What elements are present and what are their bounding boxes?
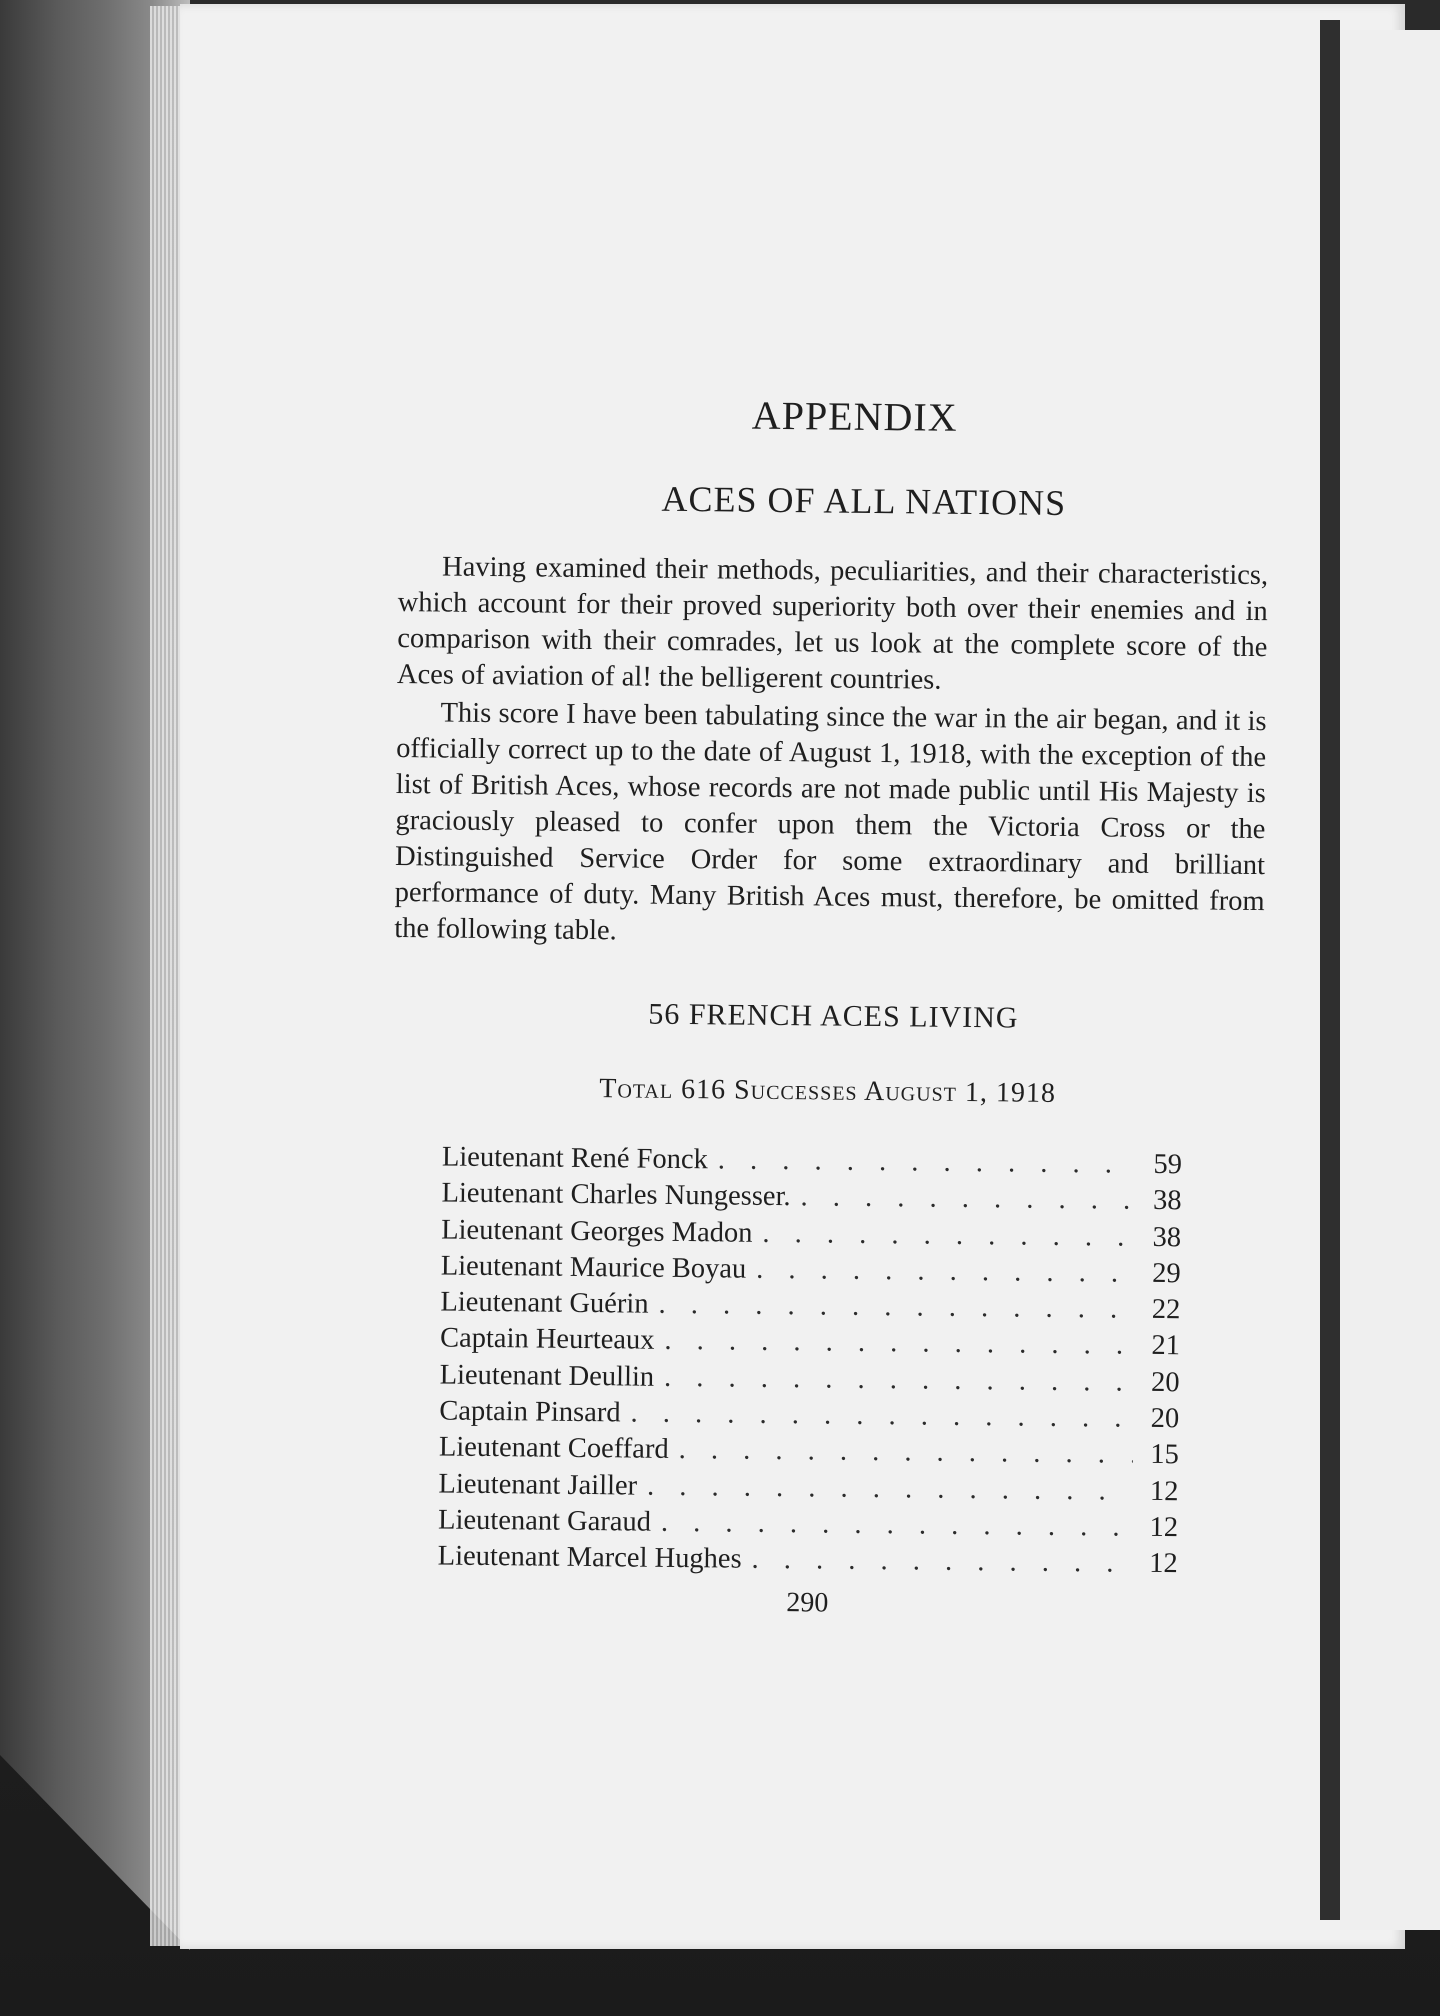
leader-dots xyxy=(678,1432,1133,1473)
ace-name: Lieutenant Georges Madon xyxy=(441,1214,753,1249)
ace-score: 22 xyxy=(1151,1294,1181,1326)
leader-dots xyxy=(751,1542,1131,1582)
leader-dots xyxy=(664,1323,1134,1364)
aces-table xyxy=(438,1139,1183,1582)
leader-dots xyxy=(664,1360,1134,1401)
leader-dots xyxy=(647,1468,1133,1509)
ace-name: Lieutenant Garaud xyxy=(437,1504,652,1538)
leader-dots xyxy=(630,1396,1133,1438)
leader-dots xyxy=(661,1505,1132,1546)
page-content xyxy=(387,388,1270,1624)
ace-score: 12 xyxy=(1149,1548,1178,1580)
book-spine xyxy=(1320,20,1340,1920)
ace-score: 12 xyxy=(1149,1475,1179,1507)
ace-name: Lieutenant Coeffard xyxy=(438,1431,669,1466)
ace-score: 59 xyxy=(1153,1148,1183,1181)
section-title: 56 FRENCH ACES LIVING xyxy=(648,997,1019,1035)
ace-name: Lieutenant Guérin xyxy=(440,1286,649,1320)
ace-name: Captain Pinsard xyxy=(439,1395,621,1429)
appendix-heading: APPENDIX xyxy=(751,392,958,440)
facing-page-edge xyxy=(1340,30,1440,1930)
chapter-heading: ACES OF ALL NATIONS xyxy=(661,478,1067,523)
paragraph-1: Having examined their methods, peculiarities, and their characteristics, which account for their proved superiority both over their enemies and in comparison with their comrades, let us look at the complete score of the Aces of aviation of al! the belligerent countries. xyxy=(396,551,1269,696)
ace-name: Lieutenant Charles Nungesser. xyxy=(441,1177,791,1213)
ace-score: 12 xyxy=(1149,1511,1179,1544)
leader-dots xyxy=(658,1287,1134,1328)
ace-score: 29 xyxy=(1152,1257,1181,1290)
ace-name: Lieutenant Deullin xyxy=(439,1359,655,1393)
table-row xyxy=(438,1539,1178,1583)
ace-name: Captain Heurteaux xyxy=(439,1322,655,1357)
ace-score: 38 xyxy=(1152,1221,1182,1253)
ace-name: Lieutenant Jailler xyxy=(438,1468,638,1502)
ace-score: 15 xyxy=(1150,1439,1180,1471)
intro-text xyxy=(394,549,1268,956)
ace-name: Lieutenant René Fonck xyxy=(441,1141,709,1176)
leader-dots xyxy=(762,1215,1135,1255)
ace-name: Lieutenant Marcel Hughes xyxy=(437,1540,742,1575)
paragraph-2: This score I have been tabulating since the war in the air began, and it is officially correct up to the date of August 1, 1918, with the exception of the list of British Aces, whose records are not made public until His Majesty is graciously pleased to confer upon them the Victoria Cross or the Distinguished Service Order for some extraordinary and brilliant performance of duty. Many British Aces must, therefore, be omitted from the following table. xyxy=(394,697,1267,947)
leader-dots xyxy=(756,1252,1135,1292)
ace-name: Lieutenant Maurice Boyau xyxy=(440,1250,747,1285)
ace-score: 38 xyxy=(1152,1185,1182,1217)
leader-dots xyxy=(800,1180,1135,1220)
section-subtitle: Total 616 Successes August 1, 1918 xyxy=(599,1073,1057,1109)
ace-score: 20 xyxy=(1150,1402,1180,1435)
ace-score: 20 xyxy=(1150,1366,1180,1398)
page-number: 290 xyxy=(786,1586,829,1619)
leader-dots xyxy=(718,1142,1136,1183)
ace-score: 21 xyxy=(1151,1330,1181,1362)
